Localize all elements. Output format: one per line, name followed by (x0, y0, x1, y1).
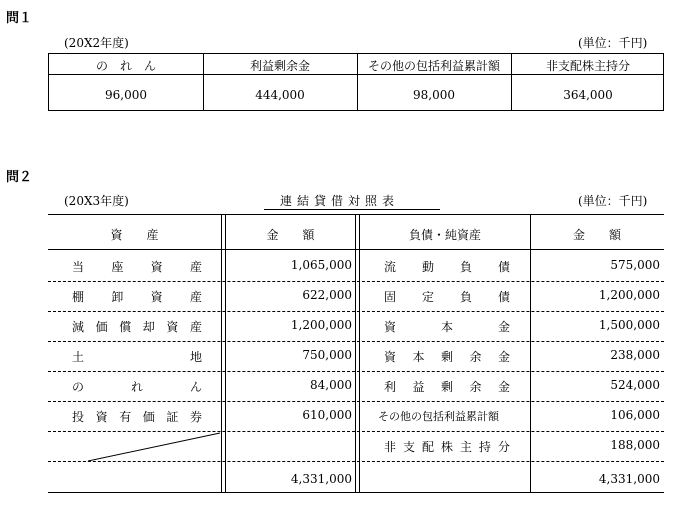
asset-name: 土 地 (72, 350, 202, 364)
header-liabilities-equity: 負債・純資産 (408, 228, 481, 242)
liability-amount: 1,200,000 (598, 288, 660, 302)
asset-name: 減 価 償 却 資 産 (72, 320, 202, 334)
header-amount-right: 金 額 (572, 228, 621, 242)
q1-header-nci: 非支配株主持分 (545, 59, 630, 73)
liability-amount: 524,000 (610, 378, 660, 392)
liability-name: 資 本 剰 余 金 (384, 350, 510, 364)
liability-amount: 106,000 (610, 408, 660, 422)
asset-name: の れ ん (72, 380, 202, 394)
asset-amount: 84,000 (310, 378, 352, 392)
q1-value-nci: 364,000 (563, 88, 613, 102)
header-amount-left: 金 額 (266, 228, 315, 242)
q1-header-goodwill: の れ ん (95, 59, 156, 73)
q1-value-aoci: 98,000 (413, 88, 455, 102)
q2-period: (20X3年度) (64, 194, 129, 208)
q1-value-retained-earnings: 444,000 (255, 88, 305, 102)
asset-amount: 1,065,000 (290, 258, 352, 272)
liability-amount: 1,500,000 (598, 318, 660, 332)
header-assets: 資 産 (110, 228, 159, 242)
liability-name: その他の包括利益累計額 (378, 410, 499, 423)
question-2-label: 問２ (6, 170, 33, 185)
asset-name: 当 座 資 産 (72, 260, 202, 274)
q2-title: 連結貸借対照表 (280, 194, 400, 208)
q1-header-aoci: その他の包括利益累計額 (367, 59, 500, 73)
asset-amount: 622,000 (302, 288, 352, 302)
blank-cell-slash (88, 432, 222, 462)
liability-name: 流 動 負 債 (384, 260, 510, 274)
total-liabilities-equity: 4,331,000 (598, 472, 660, 486)
asset-amount: 610,000 (302, 408, 352, 422)
liability-name: 固 定 負 債 (384, 290, 510, 304)
liability-name: 資 本 金 (384, 320, 510, 334)
total-assets: 4,331,000 (290, 472, 352, 486)
q1-value-goodwill: 96,000 (105, 88, 147, 102)
liability-amount: 188,000 (610, 438, 660, 452)
q1-header-retained-earnings: 利益剰余金 (249, 59, 310, 73)
asset-amount: 750,000 (302, 348, 352, 362)
liability-name: 利 益 剰 余 金 (384, 380, 510, 394)
q1-unit: (単位：千円) (578, 36, 648, 50)
asset-amount: 1,200,000 (290, 318, 352, 332)
asset-name: 棚 卸 資 産 (72, 290, 202, 304)
liability-amount: 575,000 (610, 258, 660, 272)
asset-name: 投 資 有 価 証 券 (72, 410, 202, 424)
liability-amount: 238,000 (610, 348, 660, 362)
question-1-label: 問１ (6, 11, 33, 26)
liability-name: 非 支 配 株 主 持 分 (384, 440, 510, 454)
q2-unit: (単位：千円) (578, 194, 648, 208)
q1-period: (20X2年度) (64, 36, 129, 50)
